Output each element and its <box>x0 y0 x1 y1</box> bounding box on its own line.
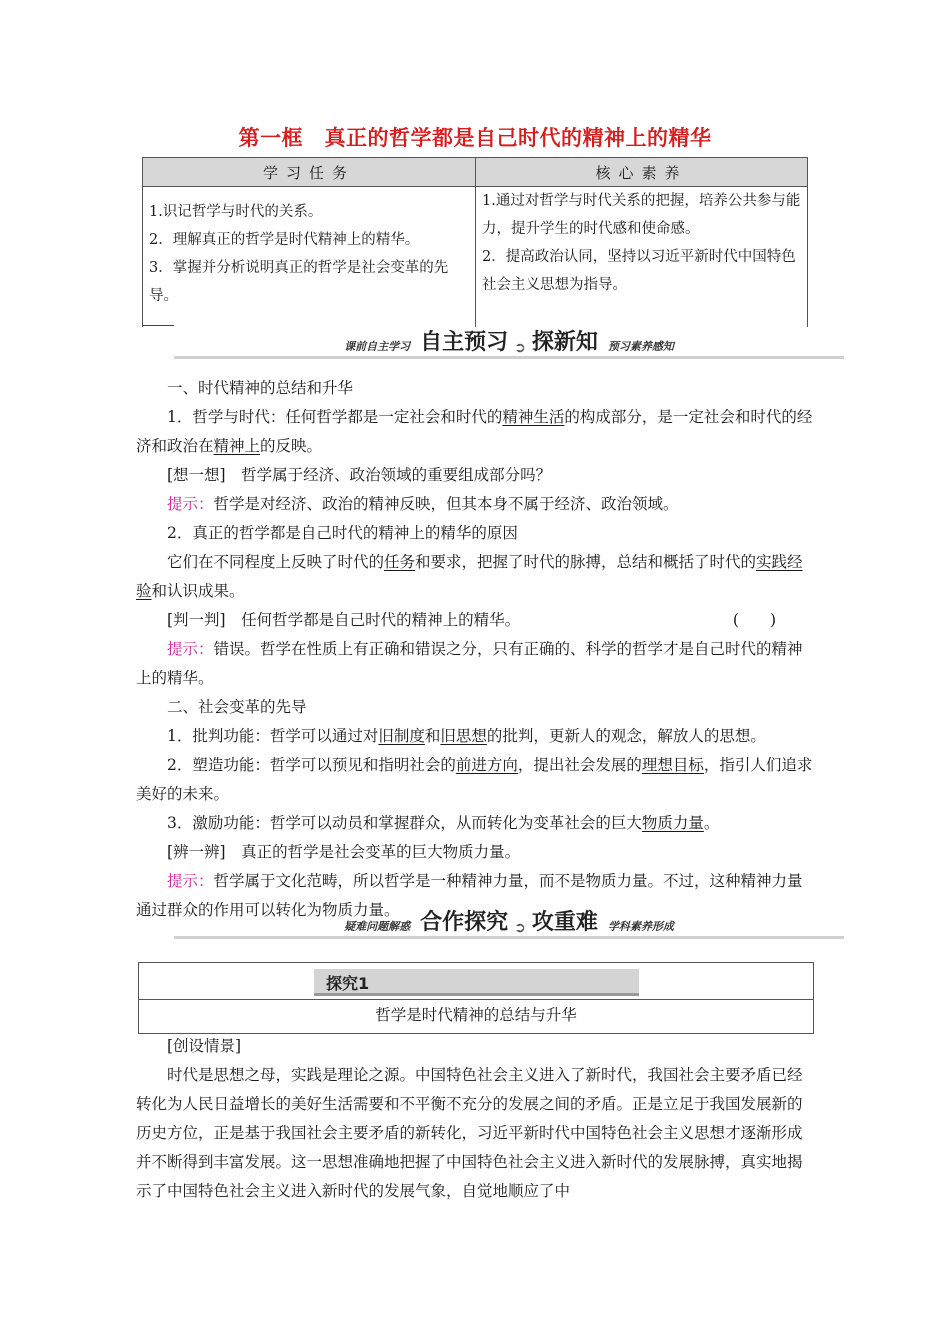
banner-title: 合作探究 <box>420 910 509 935</box>
col-header-tasks: 学习任务 <box>143 158 476 187</box>
paragraph: 它们在不同程度上反映了时代的任务和要求，把握了时代的脉搏，总结和概括了时代的实践经验和认识成果。 <box>136 553 803 600</box>
section-heading: 一、时代精神的总结和升华 <box>167 379 354 397</box>
preview-content <box>136 374 816 925</box>
answer-blank: ( ) <box>732 611 776 629</box>
learning-objectives-table <box>142 157 808 327</box>
competency-item: 1.通过对哲学与时代关系的把握，培养公共参与能力，提升学生的时代感和使命感。 <box>482 193 801 237</box>
banner-right-label: 预习素养感知 <box>607 340 674 353</box>
task-item: 3．掌握并分析说明真正的哲学是社会变革的先导。 <box>149 260 449 304</box>
paragraph: 3．激励功能：哲学可以动员和掌握群众，从而转化为变革社会的巨大物质力量。 <box>167 814 720 832</box>
paragraph: 1．批判功能：哲学可以通过对旧制度和旧思想的批判，更新人的观念，解放人的思想。 <box>167 727 766 745</box>
explore-box <box>138 962 814 1034</box>
paragraph: 2．真正的哲学都是自己时代的精神上的精华的原因 <box>167 524 518 542</box>
table-bottom-rule <box>142 325 174 326</box>
tasks-cell <box>143 187 476 328</box>
competencies-cell <box>476 187 808 328</box>
distinguish-question: [辨一辨] 真正的哲学是社会变革的巨大物质力量。 <box>167 843 521 861</box>
banner-title: 自主预习 <box>420 330 509 355</box>
page-title: 第一框 真正的哲学都是自己时代的精神上的精华 <box>238 126 712 150</box>
hint: 提示：错误。哲学在性质上有正确和错误之分，只有正确的、科学的哲学才是自己时代的精神上的精华。 <box>136 640 803 687</box>
paragraph: 2．塑造功能：哲学可以预见和指明社会的前进方向，提出社会发展的理想目标，指引人们追求美好的未来。 <box>136 756 813 803</box>
banner-left-label: 课前自主学习 <box>344 340 411 353</box>
section-heading: 二、社会变革的先导 <box>167 698 307 716</box>
banner-title: 攻重难 <box>531 910 598 935</box>
banner-left-label: 疑难问题解惑 <box>344 920 411 933</box>
scenario-content <box>136 1032 816 1206</box>
paragraph: 1．哲学与时代：任何哲学都是一定社会和时代的精神生活的构成部分，是一定社会和时代的经济和政治在精神上的反映。 <box>136 408 813 455</box>
task-item: 2．理解真正的哲学是时代精神上的精华。 <box>149 232 420 248</box>
explore-tag: 探究1 <box>314 969 639 996</box>
section-banner-explore <box>174 910 844 939</box>
section-banner-preview <box>174 330 844 359</box>
banner-right-label: 学科素养形成 <box>607 920 674 933</box>
banner-title: 探新知 <box>531 330 598 355</box>
think-question: [想一想] 哲学属于经济、政治领域的重要组成部分吗？ <box>167 466 552 484</box>
competency-item: 2．提高政治认同，坚持以习近平新时代中国特色社会主义思想为指导。 <box>482 249 796 293</box>
judge-question: [判一判] 任何哲学都是自己时代的精神上的精华。 ( ) <box>136 606 816 635</box>
explore-subtitle: 哲学是时代精神的总结与升华 <box>375 1006 577 1024</box>
hint: 提示：哲学属于文化范畴，所以哲学是一种精神力量，而不是物质力量。不过，这种精神力量通过群众的作用可以转化为物质力量。 <box>136 872 803 919</box>
scene-text: 时代是思想之母，实践是理论之源。中国特色社会主义进入了新时代，我国社会主要矛盾已经转化为人民日益增长的美好生活需要和不平衡不充分的发展之间的矛盾。正是立足于我国发展新的历史方位，正是基于我国社会主要矛盾的新转化，习近平新时代中国特色社会主义思想才逐渐形成并不断得到丰富发展。这一思想准确地把握了中国特色社会主义进入新时代的发展脉搏，真实地揭示了中国特色社会主义进入新时代的发展气象，自觉地顺应了中 <box>136 1066 803 1200</box>
chevron-right-icon: ➲ <box>514 340 526 356</box>
divider <box>139 999 813 1000</box>
task-item: 1.识记哲学与时代的关系。 <box>149 204 323 220</box>
chevron-right-icon: ➲ <box>514 920 526 936</box>
scene-label: [创设情景] <box>167 1037 242 1055</box>
col-header-competencies: 核心素养 <box>476 158 808 187</box>
hint: 提示：哲学是对经济、政治的精神反映，但其本身不属于经济、政治领域。 <box>167 495 679 513</box>
